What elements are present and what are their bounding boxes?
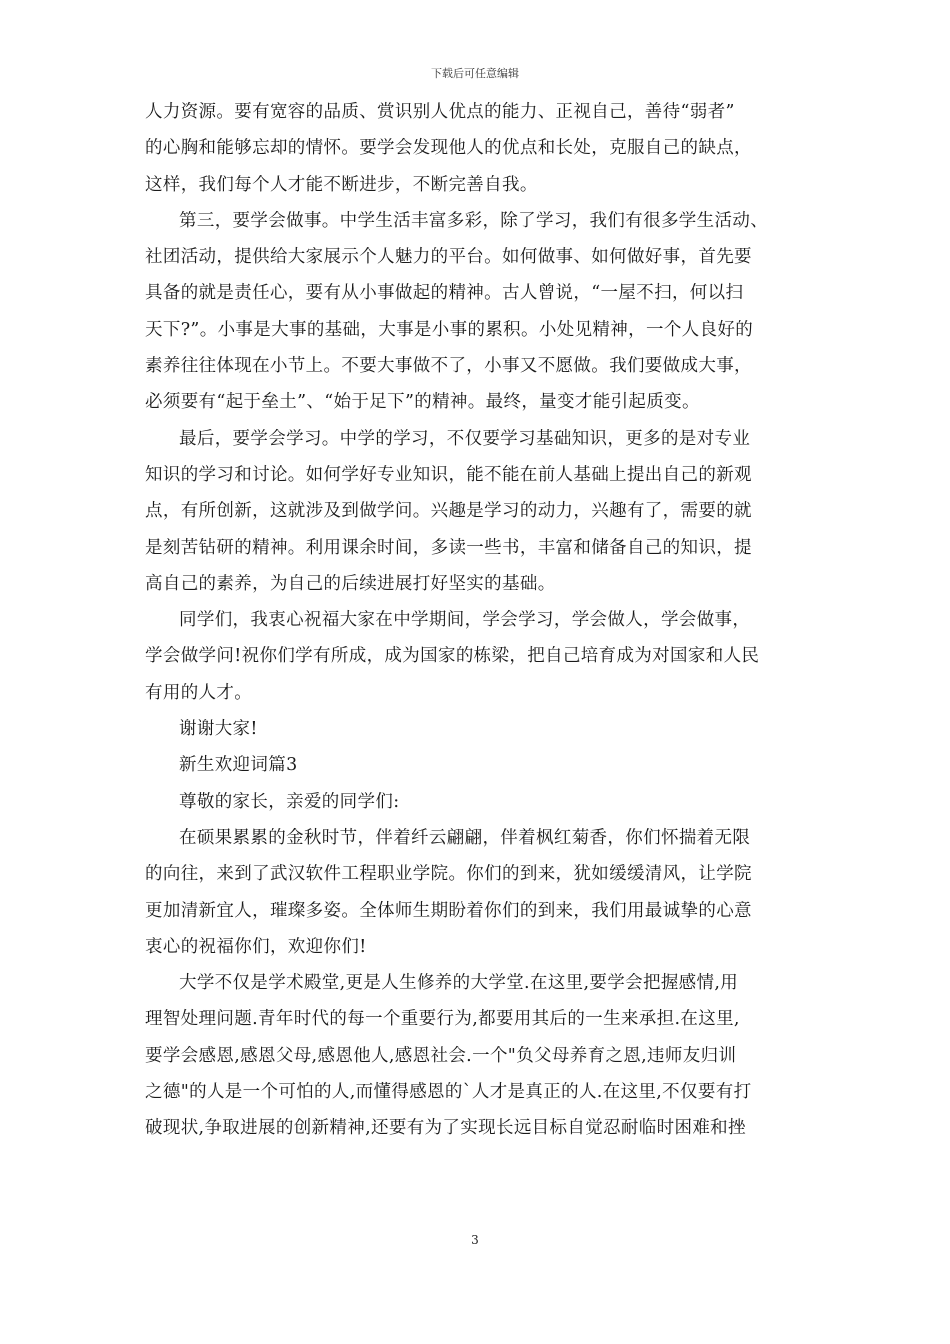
text-line: 这样，我们每个人才能不断进步，不断完善自我。 [145, 174, 538, 195]
text-line: 在硕果累累的金秋时节，伴着纤云翩翩，伴着枫红菊香，你们怀揣着无限 [179, 827, 751, 848]
text-line: 的向往，来到了武汉软件工程职业学院。你们的到来，犹如缓缓清风，让学院 [145, 864, 752, 885]
text-line: 谢谢大家! [179, 719, 258, 740]
page-number: 3 [471, 1233, 479, 1247]
text-line: 社团活动，提供给大家展示个人魅力的平台。如何做事、如何做好事，首先要 [145, 247, 752, 268]
text-line: 的心胸和能够忘却的情怀。要学会发现他人的优点和长处，克服自己的缺点， [145, 138, 752, 159]
text-line: 第三，要学会做事。中学生活丰富多彩，除了学习，我们有很多学生活动、 [179, 210, 769, 231]
text-line: 理智处理问题.青年时代的每一个重要行为,都要用其后的一生来承担.在这里, [145, 1009, 740, 1030]
document-body [145, 94, 813, 1147]
text-line: 要学会感恩,感恩父母,感恩他人,感恩社会.一个"负父母养育之恩,违师友归训 [145, 1045, 737, 1066]
text-line: 之德"的人是一个可怕的人,而懂得感恩的`人才是真正的人.在这里,不仅要有打 [145, 1082, 752, 1103]
text-line: 大学不仅是学术殿堂,更是人生修养的大学堂.在这里,要学会把握感情,用 [179, 973, 739, 994]
text-line: 素养往往体现在小节上。不要大事做不了，小事又不愿做。我们要做成大事， [145, 356, 752, 377]
text-line: 尊敬的家长，亲爱的同学们: [179, 791, 400, 812]
text-line: 知识的学习和讨论。如何学好专业知识，能不能在前人基础上提出自己的新观 [145, 464, 752, 485]
text-line: 有用的人才。 [145, 682, 253, 703]
text-line: 高自己的素养，为自己的后续进展打好坚实的基础。 [145, 573, 556, 594]
text-line: 破现状,争取进展的创新精神,还要有为了实现长远目标自觉忍耐临时困难和挫 [145, 1118, 746, 1139]
text-line: 具备的就是责任心，要有从小事做起的精神。古人曾说，“一屋不扫，何以扫 [145, 283, 744, 304]
text-line: 新生欢迎词篇3 [179, 755, 298, 776]
text-line: 学会做学问!祝你们学有所成，成为国家的栋梁，把自己培育成为对国家和人民 [145, 646, 760, 667]
text-line: 必须要有“起于垒土”、“始于足下”的精神。最终，量变才能引起质变。 [145, 392, 700, 413]
text-line: 天下?”。小事是大事的基础，大事是小事的累积。小处见精神，一个人良好的 [145, 319, 754, 340]
text-line: 人力资源。要有宽容的品质、赏识别人优点的能力、正视自己，善待“弱者” [145, 102, 735, 122]
text-line: 更加清新宜人，璀璨多姿。全体师生期盼着你们的到来，我们用最诚挚的心意 [145, 900, 752, 921]
text-line: 衷心的祝福你们，欢迎你们! [145, 936, 367, 957]
text-line: 最后，要学会学习。中学的学习，不仅要学习基础知识，更多的是对专业 [179, 428, 751, 449]
text-line: 同学们，我衷心祝福大家在中学期间，学会学习，学会做人，学会做事， [179, 610, 751, 631]
text-line: 是刻苦钻研的精神。利用课余时间，多读一些书，丰富和储备自己的知识，提 [145, 537, 752, 558]
page-header: 下载后可任意编辑 [431, 67, 519, 80]
text-line: 点，有所创新，这就涉及到做学问。兴趣是学习的动力，兴趣有了，需要的就 [145, 501, 752, 522]
